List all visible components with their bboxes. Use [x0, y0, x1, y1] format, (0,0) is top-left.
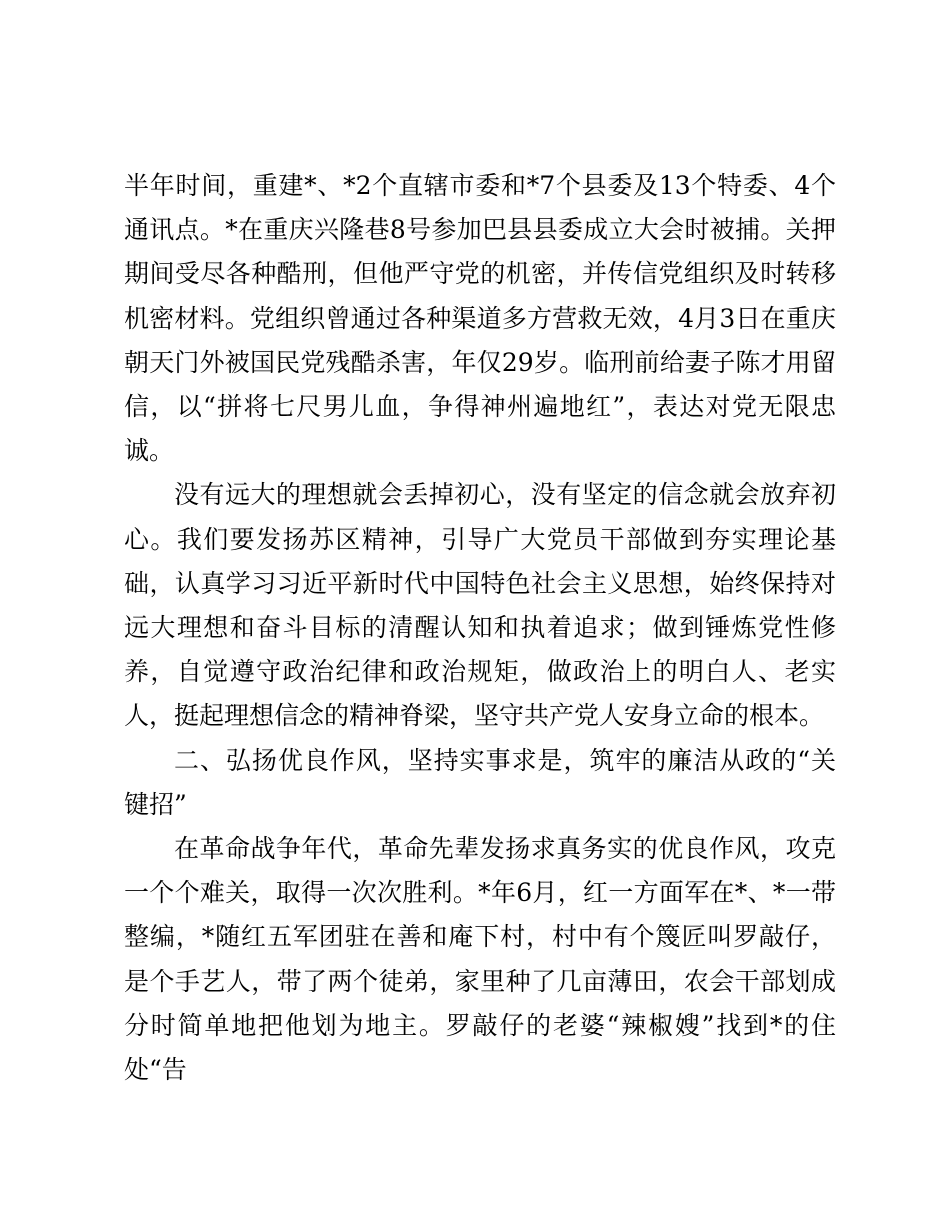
section-heading: 二、弘扬优良作风，坚持实事求是，筑牢的廉洁从政的“关键招”: [124, 745, 836, 819]
document-body: [124, 164, 836, 1092]
paragraph-continuation: 半年时间，重建*、*2个直辖市委和*7个县委及13个特委、4个通讯点。*在重庆兴隆巷8号参加巴县县委成立大会时被捕。关押期间受尽各种酷刑，但他严守党的机密，并传信党组织及时转移机密材料。党组织曾通过各种渠道多方营救无效，4月3日在重庆朝天门外被国民党残酷杀害，年仅29岁。临刑前给妻子陈才用留信，以“拼将七尺男儿血，争得神州遍地红”，表达对党无限忠诚。: [124, 171, 836, 466]
paragraph-revolution-era: 在革命战争年代，革命先辈发扬求真务实的优良作风，攻克一个个难关，取得一次次胜利。*年6月，红一方面军在*、*一带整编，*随红五军团驻在善和庵下村，村中有个篾匠叫罗敲仔，是个手艺人，带了两个徒弟，家里种了几亩薄田，农会干部划成分时简单地把他划为地主。罗敲仔的老婆“辣椒嫂”找到*的住处“告: [124, 834, 836, 1085]
paragraph-ideals: 没有远大的理想就会丢掉初心，没有坚定的信念就会放弃初心。我们要发扬苏区精神，引导广大党员干部做到夯实理论基础，认真学习习近平新时代中国特色社会主义思想，始终保持对远大理想和奋斗目标的清醒认知和执着追求；做到锤炼党性修养，自觉遵守政治纪律和政治规矩，做政治上的明白人、老实人，挺起理想信念的精神脊梁，坚守共产党人安身立命的根本。: [124, 480, 836, 731]
